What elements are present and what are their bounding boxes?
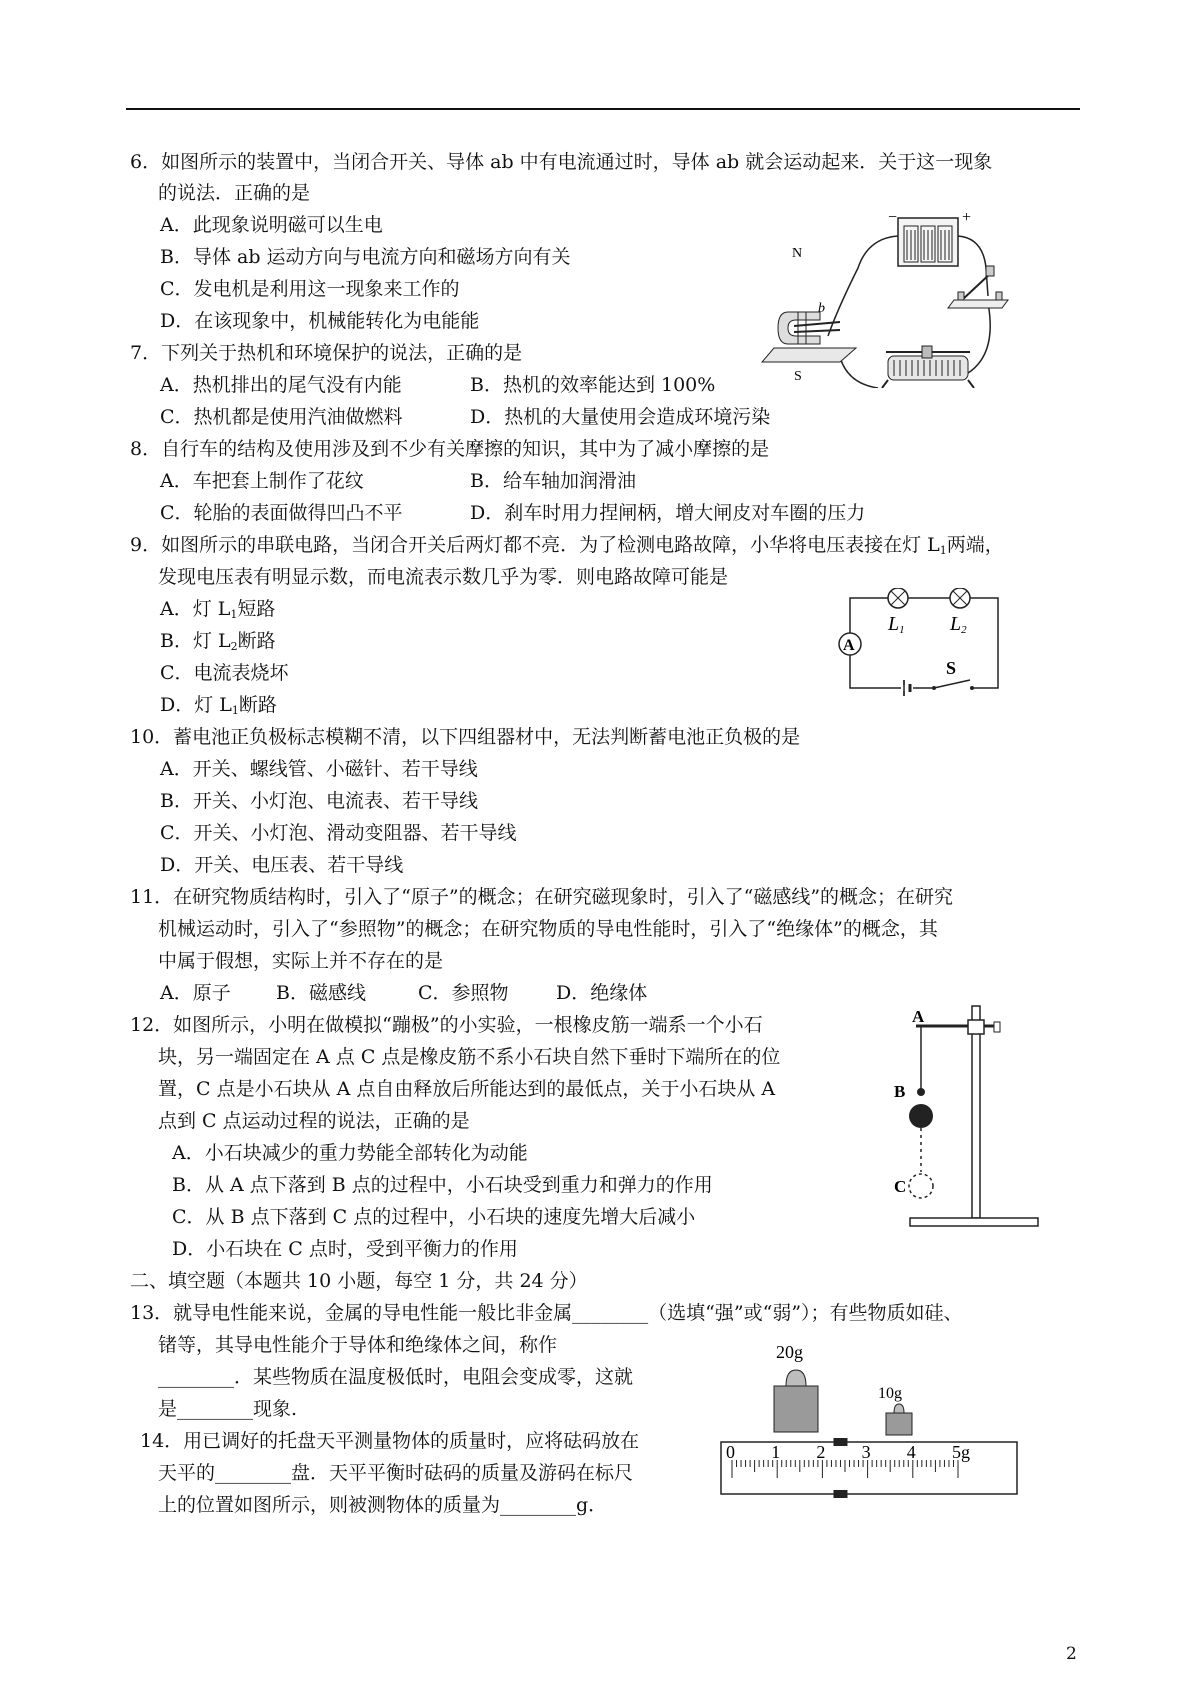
scale-tick-label: 0 — [726, 1442, 735, 1462]
scale-tick-label: 2 — [816, 1442, 826, 1462]
switch-label: S — [946, 658, 957, 678]
q6-motor-circuit-figure — [758, 208, 1020, 388]
q11-option-d: D．绝缘体 — [556, 982, 648, 1004]
q12-stem-line-2: 块，另一端固定在 A 点 C 点是橡皮筋不系小石块自然下垂时下端所在的位 — [158, 1046, 781, 1068]
q8-option-c: C．轮胎的表面做得凹凸不平 — [160, 502, 403, 524]
q12-option-d: D．小石块在 C 点时，受到平衡力的作用 — [172, 1238, 518, 1260]
q10-option-a: A．开关、螺线管、小磁针、若干导线 — [160, 758, 478, 780]
scale-tick-label: 4 — [906, 1442, 916, 1462]
q6-stem-line-2: 的说法．正确的是 — [158, 182, 311, 204]
ammeter-label: A — [843, 637, 855, 654]
q10-option-b: B．开关、小灯泡、电流表、若干导线 — [160, 790, 478, 812]
section-2-heading: 二、填空题（本题共 10 小题，每空 1 分，共 24 分） — [130, 1270, 588, 1292]
conductor-b-label: b — [818, 301, 825, 316]
q12-option-b: B．从 A 点下落到 B 点的过程中，小石块受到重力和弹力的作用 — [172, 1174, 713, 1196]
q6-option-c: C．发电机是利用这一现象来工作的 — [160, 278, 460, 300]
page-number: 2 — [1066, 1644, 1077, 1664]
weight-20g-label: 20g — [776, 1342, 803, 1362]
battery-minus-label: − — [888, 209, 898, 226]
q8-stem: 8．自行车的结构及使用涉及到不少有关摩擦的知识，其中为了减小摩擦的是 — [130, 438, 770, 460]
q9-series-circuit-figure — [838, 588, 1010, 698]
magnet-s-label: S — [794, 369, 802, 384]
q9-option-d: D．灯 $L_1$断路 — [160, 694, 277, 717]
q9-stem-line-2: 发现电压表有明显示数，而电流表示数几乎为零．则电路故障可能是 — [158, 566, 729, 588]
weight-10g-label: 10g — [878, 1385, 902, 1402]
q8-option-b: B．给车轴加润滑油 — [470, 470, 636, 492]
magnet-n-label: N — [792, 246, 803, 261]
q10-option-c: C．开关、小灯泡、滑动变阻器、若干导线 — [160, 822, 517, 844]
q9-option-b: B．灯 $L_2$断路 — [160, 630, 276, 653]
point-b-label: B — [894, 1082, 906, 1101]
q6-option-a: A．此现象说明磁可以生电 — [160, 214, 383, 236]
battery-plus-label: + — [962, 209, 972, 226]
point-a-label: A — [912, 1007, 925, 1026]
q12-bungee-stand-figure — [890, 1000, 1040, 1240]
q7-option-c: C．热机都是使用汽油做燃料 — [160, 406, 403, 428]
q14-line-2: 天平的________盘．天平平衡时砝码的质量及游码在标尺 — [158, 1462, 634, 1484]
q12-option-a: A．小石块减少的重力势能全部转化为动能 — [172, 1142, 528, 1164]
q6-option-b: B．导体 ab 运动方向与电流方向和磁场方向有关 — [160, 246, 571, 268]
q8-option-a: A．车把套上制作了花纹 — [160, 470, 364, 492]
q8-option-d: D．刹车时用力捏闸柄，增大闸皮对车圈的压力 — [470, 502, 866, 524]
q7-option-d: D．热机的大量使用会造成环境污染 — [470, 406, 771, 428]
q11-stem-line-1: 11．在研究物质结构时，引入了“原子”的概念；在研究磁现象时，引入了“磁感线”的概念；在研究 — [130, 886, 954, 908]
q6-option-d: D．在该现象中，机械能转化为电能能 — [160, 310, 480, 332]
weight-10g-icon — [886, 1413, 912, 1435]
point-c-label: C — [894, 1177, 907, 1196]
q11-stem-line-3: 中属于假想，实际上并不存在的是 — [158, 950, 444, 972]
q11-option-a: A．原子 — [160, 982, 231, 1004]
q7-stem: 7．下列关于热机和环境保护的说法，正确的是 — [130, 342, 523, 364]
q10-option-d: D．开关、电压表、若干导线 — [160, 854, 404, 876]
q9-stem-line-1: 9．如图所示的串联电路，当闭合开关后两灯都不亮．为了检测电路故障，小华将电压表接在灯 $L_1$两端， — [130, 534, 1004, 557]
q11-stem-line-2: 机械运动时，引入了“参照物”的概念；在研究物质的导电性能时，引入了“绝缘体”的概念，其 — [158, 918, 938, 940]
rider-bottom — [833, 1490, 847, 1498]
q7-option-a: A．热机排出的尾气没有内能 — [160, 374, 402, 396]
q7-option-b: B．热机的效率能达到 100% — [470, 374, 716, 396]
scale-tick-label: 5g — [952, 1442, 970, 1462]
scale-tick-label: 1 — [771, 1442, 781, 1462]
header-rule — [126, 108, 1080, 110]
lamp-l1-label: L1 — [888, 613, 905, 636]
q10-stem: 10．蓄电池正负极标志模糊不清，以下四组器材中，无法判断蓄电池正负极的是 — [130, 726, 801, 748]
q11-option-c: C．参照物 — [418, 982, 509, 1004]
q12-stem-line-4: 点到 C 点运动过程的说法，正确的是 — [158, 1110, 470, 1132]
rider-top — [833, 1438, 847, 1446]
q12-stem-line-1: 12．如图所示，小明在做模拟“蹦极”的小实验，一根橡皮筋一端系一个小石 — [130, 1014, 763, 1036]
lamp-l2-label: L2 — [950, 613, 967, 636]
q9-option-c: C．电流表烧坏 — [160, 662, 289, 684]
q13-line-2: 锗等，其导电性能介于导体和绝缘体之间，称作 — [158, 1334, 558, 1356]
weight-20g-icon — [774, 1386, 818, 1432]
q13-line-4: 是________现象. — [158, 1398, 298, 1420]
q6-stem-line-1: 6．如图所示的装置中，当闭合开关、导体 ab 中有电流通过时，导体 ab 就会运动起来．关于这一现象 — [130, 151, 993, 173]
q13-line-1: 13．就导电性能来说，金属的导电性能一般比非金属________（选填“强”或“弱”）；有些物质如硅、 — [130, 1302, 963, 1324]
q12-stem-line-3: 置，C 点是小石块从 A 点自由释放后所能达到的最低点，关于小石块从 A — [158, 1078, 776, 1100]
q14-line-3: 上的位置如图所示，则被测物体的质量为________g． — [158, 1494, 608, 1516]
scale-tick-label: 3 — [861, 1442, 871, 1462]
q11-option-b: B．磁感线 — [276, 982, 366, 1004]
stone-icon — [909, 1104, 933, 1128]
q9-option-a: A．灯 $L_1$短路 — [160, 598, 276, 621]
q13-line-3: ________．某些物质在温度极低时，电阻会变成零，这就 — [158, 1366, 634, 1388]
q12-option-c: C．从 B 点下落到 C 点的过程中，小石块的速度先增大后减小 — [172, 1206, 696, 1228]
q14-balance-scale-figure — [718, 1338, 1020, 1498]
q14-line-1: 14．用已调好的托盘天平测量物体的质量时，应将砝码放在 — [140, 1430, 640, 1452]
